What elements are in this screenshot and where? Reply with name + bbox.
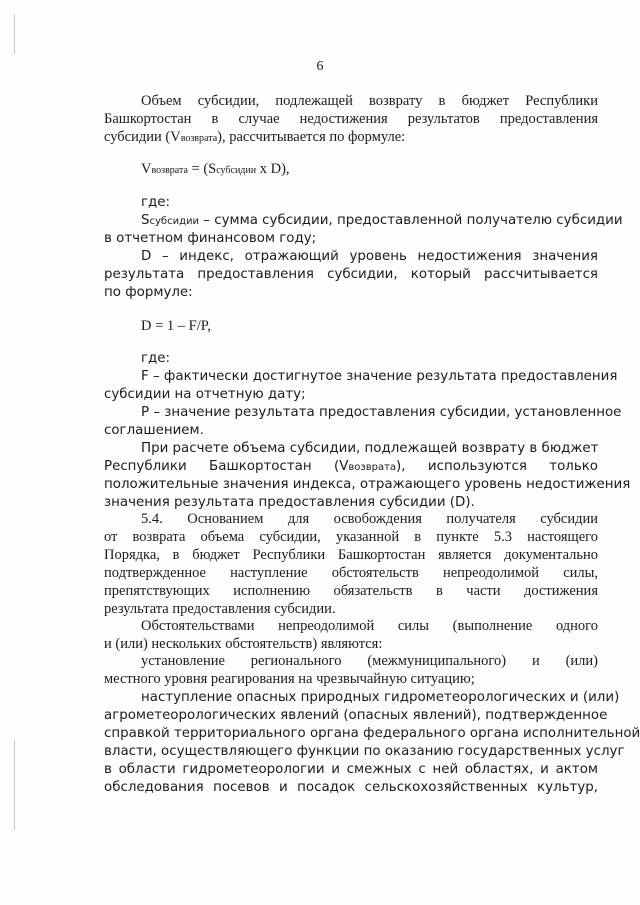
text-line: 5.4. Основанием для освобождения получателя субсидии [141, 511, 598, 527]
text-line [104, 128, 598, 148]
text-line: наступление опасных природных гидрометеорологических и (или) [141, 690, 620, 705]
subscript: субсидии [149, 216, 199, 227]
text-line: препятствующих исполнению обязательств в части достижения [104, 583, 598, 599]
text-line: При расчете объема субсидии, подлежащей возврату в бюджет [141, 441, 599, 456]
text-line: Объем субсидии, подлежащей возврату в бюджет Республики [141, 93, 598, 109]
text-span: Республики Башкортостан (V [104, 459, 349, 474]
text-span: – сумма субсидии, предоставленной получателю субсидии [199, 213, 623, 228]
text-line: власти, осуществляющего функции по оказанию государственных услуг [104, 744, 625, 759]
text-line: субсидии на отчетную дату; [104, 387, 306, 402]
text-line: соглашением. [104, 423, 204, 438]
text-line: в области гидрометеорологии и смежных с ней областях, и актом [104, 762, 598, 777]
text-line: агрометеорологических явлений (опасных явлений), подтвержденное [104, 708, 608, 723]
text-line: установление регионального (межмуниципального) и (или) [141, 653, 598, 669]
text-line: от возврата объема субсидии, указанной в пункте 5.3 настоящего [104, 529, 598, 545]
text-line: где: [141, 351, 171, 366]
subscript: возврата [180, 133, 218, 144]
text-line [104, 458, 598, 477]
text-line: F – фактически достигнутое значение результата предоставления [141, 369, 618, 384]
text-line: Башкортостан в случае недостижения результатов предоставления [104, 111, 598, 127]
text-line: в отчетном финансовом году; [104, 231, 317, 246]
text-span: S [141, 213, 150, 228]
text-line: D = 1 – F/P, [141, 318, 211, 334]
text-line: подтвержденное наступление обстоятельств непреодолимой силы, [104, 565, 598, 581]
subscript: возврата [151, 165, 188, 176]
text-line: где: [141, 195, 171, 210]
text-line: справкой территориального органа федерального органа исполнительной [104, 726, 640, 741]
text-span: V [141, 161, 152, 177]
page-number: 6 [316, 59, 324, 74]
margin-mark [14, 740, 15, 830]
subscript: субсидии [216, 165, 257, 176]
text-line [141, 212, 623, 231]
text-span: ), используются только [396, 459, 599, 474]
text-line: по формуле: [104, 285, 193, 300]
text-line [141, 160, 598, 180]
text-line: D – индекс, отражающий уровень недостижения значения [141, 249, 598, 264]
text-line: результата предоставления субсидии, который рассчитывается [104, 267, 598, 282]
text-span: ), рассчитывается по формуле: [217, 129, 406, 145]
text-line: результата предоставления субсидии. [104, 601, 336, 617]
subscript: возврата [348, 462, 397, 473]
text-line: обследования посевов и посадок сельскохозяйственных культур, [104, 780, 598, 795]
text-line: P – значение результата предоставления субсидии, установленное [141, 405, 622, 420]
text-line: местного уровня реагирования на чрезвычайную ситуацию; [104, 671, 475, 687]
text-line: Обстоятельствами непреодолимой силы (выполнение одного [141, 618, 598, 634]
text-line: значения результата предоставления субсидии (D). [104, 495, 475, 510]
text-span: х D), [256, 161, 290, 177]
text-line: и (или) нескольких обстоятельств) являются: [104, 636, 383, 652]
text-span: субсидии (V [104, 129, 181, 145]
margin-mark [14, 14, 15, 54]
text-line: Порядка, в бюджет Республики Башкортостан является документально [104, 547, 598, 563]
text-span: = (S [187, 161, 217, 177]
text-line: положительные значения индекса, отражающего уровень недостижения [104, 477, 631, 492]
